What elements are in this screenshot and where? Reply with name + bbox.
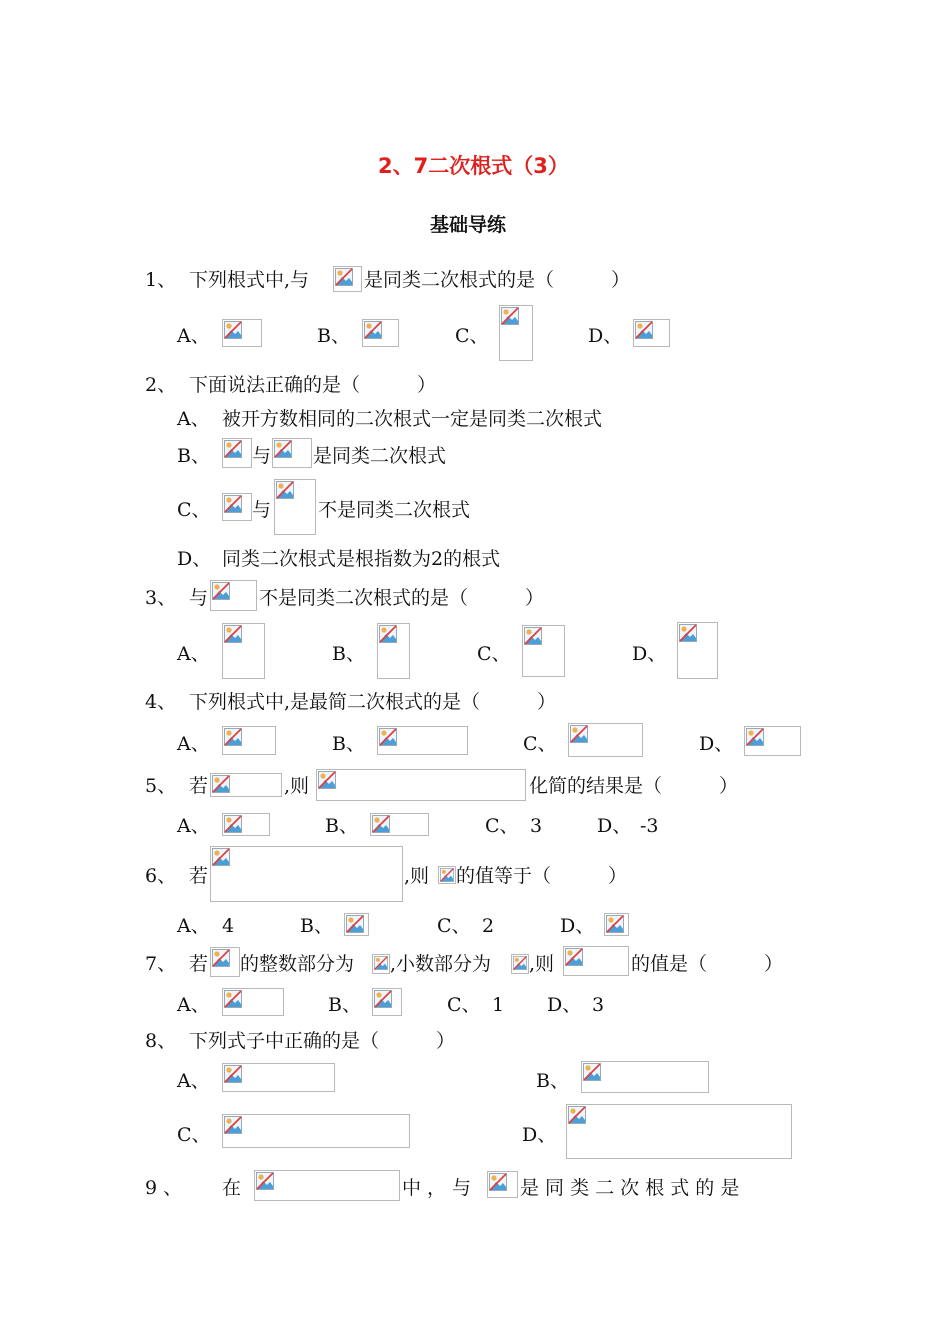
formula-image-icon <box>511 954 529 974</box>
q5-option-d-value: -3 <box>640 815 659 837</box>
q2-option-b-label: B、 <box>177 445 210 467</box>
q2-option-b-text: 是同类二次根式 <box>313 445 447 467</box>
q6-number: 6、 <box>145 865 177 887</box>
q8-stem: 下列式子中正确的是（ ） <box>189 1030 456 1052</box>
q3-option-a-label: A、 <box>177 643 210 665</box>
broken-image-icon <box>256 1172 274 1190</box>
broken-image-icon <box>274 440 292 458</box>
formula-image-icon <box>210 773 282 797</box>
broken-image-icon <box>364 321 382 339</box>
q4-option-d-label: D、 <box>699 733 734 755</box>
q7-option-d-value: 3 <box>592 994 605 1016</box>
broken-image-icon <box>379 625 397 643</box>
broken-image-icon <box>212 582 230 600</box>
formula-image-icon <box>222 726 276 755</box>
q7-option-c-value: 1 <box>492 994 505 1016</box>
q2-option-d-text: 同类二次根式是根指数为2的根式 <box>222 548 501 570</box>
q6-stem-post: 的值等于（ ） <box>456 865 628 887</box>
broken-image-icon <box>568 1106 586 1124</box>
broken-image-icon <box>635 321 653 339</box>
broken-image-icon <box>565 948 583 966</box>
formula-image-icon <box>633 319 670 347</box>
formula-image-icon <box>604 913 629 936</box>
q3-number: 3、 <box>145 587 177 609</box>
broken-image-icon <box>746 728 764 746</box>
broken-image-icon <box>212 848 230 866</box>
formula-image-icon <box>210 947 240 977</box>
q1-number: 1、 <box>145 269 177 291</box>
q7-stem-pre: 若 <box>189 953 209 975</box>
q1-option-c-label: C、 <box>455 325 489 347</box>
q2-number: 2、 <box>145 374 177 396</box>
formula-image-icon <box>487 1171 518 1198</box>
q6-option-a-value: 4 <box>222 915 235 937</box>
broken-image-icon <box>606 915 624 933</box>
broken-image-icon <box>224 625 242 643</box>
broken-image-icon <box>276 481 294 499</box>
formula-image-icon <box>274 479 316 535</box>
formula-image-icon <box>210 846 403 902</box>
section-subtitle: 基础导练 <box>430 214 507 236</box>
broken-image-icon <box>501 307 519 325</box>
q2-stem: 下面说法正确的是（ ） <box>189 374 437 396</box>
formula-image-icon <box>333 266 362 292</box>
q5-option-c-value: 3 <box>530 815 543 837</box>
q8-option-a-label: A、 <box>177 1070 210 1092</box>
formula-image-icon <box>677 622 718 679</box>
q4-option-a-label: A、 <box>177 733 210 755</box>
q7-stem-t1: 的整数部分为 <box>240 953 355 975</box>
broken-image-icon <box>224 321 242 339</box>
q6-option-c-value: 2 <box>482 915 495 937</box>
formula-image-icon <box>372 954 390 974</box>
formula-image-icon <box>744 726 801 756</box>
broken-image-icon <box>224 815 242 833</box>
q7-option-d-label: D、 <box>547 994 582 1016</box>
formula-image-icon <box>372 988 402 1016</box>
broken-image-icon <box>335 268 353 286</box>
broken-image-icon <box>513 956 527 970</box>
formula-image-icon <box>377 726 468 755</box>
formula-image-icon <box>222 988 284 1016</box>
formula-image-icon <box>362 319 399 347</box>
q1-option-d-label: D、 <box>588 325 623 347</box>
broken-image-icon <box>570 725 588 743</box>
q6-option-d-label: D、 <box>560 915 595 937</box>
formula-image-icon <box>563 946 629 976</box>
q9-stem-post: 是 同 类 二 次 根 式 的 是 <box>520 1177 740 1199</box>
q8-option-b-label: B、 <box>536 1070 569 1092</box>
q2-option-d-label: D、 <box>177 548 212 570</box>
q8-option-c-label: C、 <box>177 1124 211 1146</box>
formula-image-icon <box>377 623 410 679</box>
broken-image-icon <box>372 815 390 833</box>
q5-option-d-label: D、 <box>597 815 632 837</box>
broken-image-icon <box>318 771 336 789</box>
formula-image-icon <box>499 305 533 361</box>
formula-image-icon <box>222 813 270 836</box>
broken-image-icon <box>679 624 697 642</box>
formula-image-icon <box>316 769 526 801</box>
q7-stem-t2: ,小数部分为 <box>390 953 492 975</box>
q4-option-c-label: C、 <box>523 733 557 755</box>
q6-option-c-label: C、 <box>437 915 471 937</box>
broken-image-icon <box>224 495 242 513</box>
q9-stem-mid: 中，与 <box>402 1177 478 1199</box>
q3-option-d-label: D、 <box>632 643 667 665</box>
broken-image-icon <box>224 440 242 458</box>
q1-option-a-label: A、 <box>177 325 210 347</box>
q2-option-b-with: 与 <box>252 445 272 467</box>
q2-option-a-text: 被开方数相同的二次根式一定是同类二次根式 <box>222 408 603 430</box>
q9-stem-pre: 在 <box>222 1177 242 1199</box>
formula-image-icon <box>344 913 369 936</box>
broken-image-icon <box>379 728 397 746</box>
q2-option-c-label: C、 <box>177 499 211 521</box>
broken-image-icon <box>489 1173 507 1191</box>
q6-option-a-label: A、 <box>177 915 210 937</box>
formula-image-icon <box>222 1063 335 1092</box>
q5-stem-mid: ,则 <box>284 775 310 797</box>
formula-image-icon <box>581 1061 709 1093</box>
formula-image-icon <box>522 625 565 677</box>
formula-image-icon <box>222 493 252 521</box>
q2-option-c-with: 与 <box>252 499 272 521</box>
formula-image-icon <box>222 623 265 679</box>
broken-image-icon <box>212 775 230 793</box>
broken-image-icon <box>524 627 542 645</box>
formula-image-icon <box>210 580 257 611</box>
q5-option-c-label: C、 <box>485 815 519 837</box>
q4-stem: 下列根式中,是最简二次根式的是（ ） <box>189 691 557 713</box>
q1-stem-post: 是同类二次根式的是（ ） <box>364 269 631 291</box>
q1-stem-pre: 下列根式中,与 <box>189 269 310 291</box>
formula-image-icon <box>254 1170 400 1201</box>
formula-image-icon <box>222 438 252 468</box>
formula-image-icon <box>222 1114 410 1148</box>
formula-image-icon <box>568 723 643 757</box>
q5-stem-post: 化简的结果是（ ） <box>529 775 739 797</box>
q6-stem-pre: 若 <box>189 865 209 887</box>
q7-option-a-label: A、 <box>177 994 210 1016</box>
q5-number: 5、 <box>145 775 177 797</box>
broken-image-icon <box>346 915 364 933</box>
q5-option-a-label: A、 <box>177 815 210 837</box>
broken-image-icon <box>583 1063 601 1081</box>
q7-stem-t3: ,则 <box>529 953 555 975</box>
q7-option-c-label: C、 <box>447 994 481 1016</box>
broken-image-icon <box>224 728 242 746</box>
broken-image-icon <box>224 1065 242 1083</box>
q8-number: 8、 <box>145 1030 177 1052</box>
q3-stem-pre: 与 <box>189 587 209 609</box>
broken-image-icon <box>212 949 230 967</box>
q9-number: 9 、 <box>145 1177 183 1199</box>
q3-option-b-label: B、 <box>332 643 365 665</box>
q7-option-b-label: B、 <box>328 994 361 1016</box>
broken-image-icon <box>374 956 388 970</box>
broken-image-icon <box>440 868 454 882</box>
formula-image-icon <box>272 438 312 468</box>
q4-option-b-label: B、 <box>332 733 365 755</box>
q3-stem-post: 不是同类二次根式的是（ ） <box>259 587 545 609</box>
q7-number: 7、 <box>145 953 177 975</box>
q6-option-b-label: B、 <box>300 915 333 937</box>
q2-option-c-text: 不是同类二次根式 <box>318 499 471 521</box>
q4-number: 4、 <box>145 691 177 713</box>
q6-stem-mid: ,则 <box>404 865 430 887</box>
formula-image-icon <box>438 866 456 884</box>
q7-stem-post: 的值是（ ） <box>631 953 784 975</box>
broken-image-icon <box>374 990 392 1008</box>
q5-option-b-label: B、 <box>325 815 358 837</box>
broken-image-icon <box>224 1116 242 1134</box>
formula-image-icon <box>566 1104 792 1159</box>
q5-stem-pre: 若 <box>189 775 209 797</box>
q3-option-c-label: C、 <box>477 643 511 665</box>
page-title: 2、7二次根式（3） <box>378 154 569 178</box>
q1-option-b-label: B、 <box>317 325 350 347</box>
q8-option-d-label: D、 <box>522 1124 557 1146</box>
formula-image-icon <box>222 319 262 347</box>
q2-option-a-label: A、 <box>177 408 210 430</box>
broken-image-icon <box>224 990 242 1008</box>
formula-image-icon <box>370 813 429 836</box>
